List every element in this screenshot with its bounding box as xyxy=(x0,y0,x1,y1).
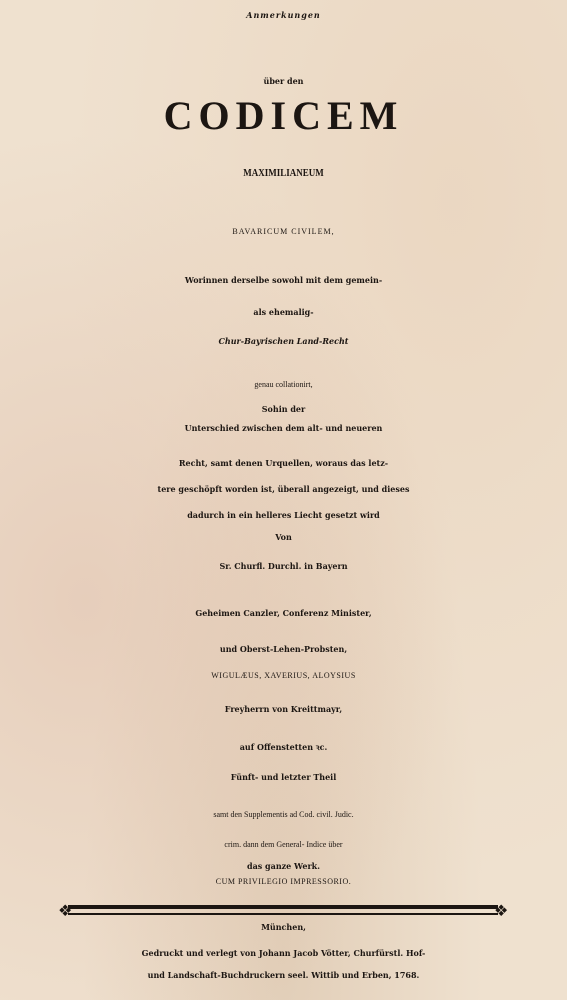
author-churfl-durchl: Sr. Churfl. Durchl. in Bayern xyxy=(219,561,348,571)
divider-rule-thin xyxy=(68,913,498,915)
title-ueber-den: über den xyxy=(263,76,304,86)
volume-theil: Fünft- und letzter Theil xyxy=(230,772,337,782)
imprint-printer-line2: und Landschaft-Buchdruckern seel. Wittib und Erben, 1768. xyxy=(147,970,420,980)
volume-general-indice: crim. dann dem General- Indice über xyxy=(224,840,343,849)
subtitle-unterschied: Unterschied zwischen dem alt- und neueren xyxy=(184,423,383,433)
author-von: Von xyxy=(275,532,292,542)
subtitle-collationirt: genau collationirt, xyxy=(254,380,313,389)
subtitle-geschoepft: tere geschöpft worden ist, überall angezeigt, und dieses xyxy=(157,484,410,494)
divider-rule-thick xyxy=(68,905,498,909)
subtitle-ehemalig: als ehemalig- xyxy=(253,307,314,317)
subtitle-recht-urquellen: Recht, samt denen Urquellen, woraus das letz- xyxy=(178,458,389,468)
author-freyherrn: Freyherrn von Kreittmayr, xyxy=(224,704,343,714)
subtitle-helleres-liecht: dadurch in ein helleres Liecht gesetzt wird xyxy=(187,510,380,520)
ornament-left-icon: ❖ xyxy=(58,901,73,920)
author-oberst-lehen: und Oberst-Lehen-Probsten, xyxy=(219,644,348,654)
imprint-place: München, xyxy=(261,922,306,932)
title-anmerkungen: Anmerkungen xyxy=(246,10,321,20)
subtitle-sohin: Sohin der xyxy=(261,404,306,414)
imprint-printer-line1: Gedruckt und verlegt von Johann Jacob Vötter, Churfürstl. Hof- xyxy=(141,948,426,958)
subtitle-worinnen: Worinnen derselbe sowohl mit dem gemein- xyxy=(184,275,383,285)
author-canzler: Geheimen Canzler, Conferenz Minister, xyxy=(195,608,372,618)
ornament-right-icon: ❖ xyxy=(494,901,509,920)
title-maximilianeum: MAXIMILIANEUM xyxy=(243,168,324,179)
volume-ganze-werk: das ganze Werk. xyxy=(246,861,321,871)
privilege-line: CUM PRIVILEGIO IMPRESSORIO. xyxy=(215,877,352,886)
author-offenstetten: auf Offenstetten ꝛc. xyxy=(239,742,328,752)
title-bavaricum-civilem: BAVARICUM CIVILEM, xyxy=(232,227,335,236)
title-codicem: CODICEM xyxy=(163,93,404,138)
author-names: WIGULÆUS, XAVERIUS, ALOYSIUS xyxy=(211,671,356,680)
volume-supplementis: samt den Supplementis ad Cod. civil. Judic. xyxy=(213,810,354,819)
subtitle-land-recht: Chur-Bayrischen Land-Recht xyxy=(218,336,349,346)
